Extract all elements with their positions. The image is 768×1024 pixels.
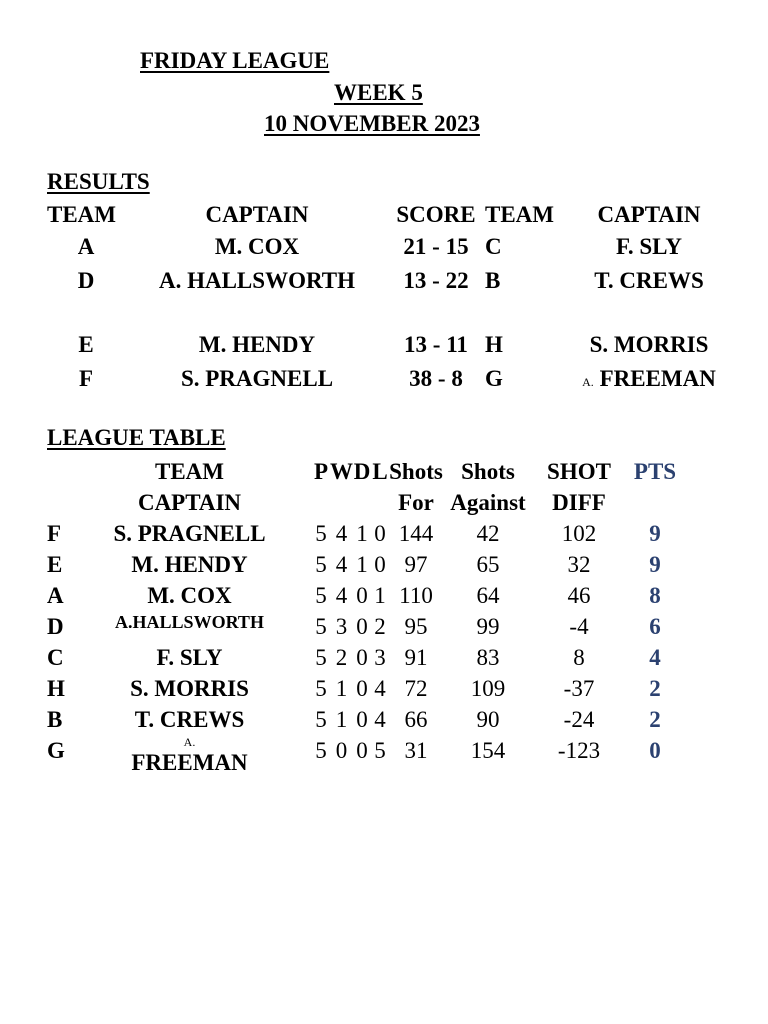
- header-won: W: [330, 459, 353, 484]
- row-shots-against: 90: [476, 707, 500, 732]
- row-played: 5: [315, 707, 327, 732]
- row-drawn: 0: [356, 738, 368, 763]
- row-shots-against: 42: [476, 521, 500, 546]
- captain-surname: FREEMAN: [599, 366, 716, 391]
- results-table: [47, 200, 744, 398]
- table-row: [47, 611, 685, 642]
- result-score: 13 - 22: [403, 268, 469, 293]
- row-points: 2: [649, 676, 661, 701]
- row-points: 9: [649, 521, 661, 546]
- row-drawn: 0: [356, 645, 368, 670]
- table-row: [47, 642, 685, 673]
- result-team: C: [485, 234, 502, 259]
- row-played: 5: [315, 645, 327, 670]
- result-team: D: [77, 268, 95, 293]
- row-drawn: 1: [356, 521, 368, 546]
- result-team: H: [485, 332, 503, 357]
- row-captain: A.HALLSWORTH: [115, 612, 264, 632]
- row-shots-for: 110: [399, 583, 433, 608]
- row-shots-for: 66: [404, 707, 428, 732]
- captain-initial: A.: [183, 735, 196, 749]
- row-played: 5: [315, 583, 327, 608]
- row-shots-for: 144: [398, 521, 434, 546]
- row-lost: 2: [374, 614, 386, 639]
- row-won: 2: [335, 645, 348, 670]
- row-shot-diff: 46: [567, 583, 591, 608]
- result-captain: S. MORRIS: [589, 332, 709, 357]
- result-captain: T. CREWS: [594, 268, 704, 293]
- header-shots-against-line2: Against: [450, 490, 526, 515]
- row-shots-for: 97: [404, 552, 428, 577]
- result-team: F: [78, 366, 94, 391]
- row-team: A: [47, 583, 64, 608]
- row-drawn: 1: [356, 552, 368, 577]
- table-row: [47, 518, 685, 549]
- row-captain: M. COX: [147, 583, 232, 608]
- row-drawn: 0: [356, 614, 368, 639]
- league-table: [47, 456, 685, 776]
- row-shot-diff: 8: [573, 645, 585, 670]
- date-label: 10 NOVEMBER 2023: [264, 111, 480, 136]
- result-score: 13 - 11: [404, 332, 468, 357]
- row-team: F: [47, 521, 62, 546]
- row-won: 3: [335, 614, 348, 639]
- row-won: 4: [335, 583, 348, 608]
- header-diff-line2: DIFF: [552, 490, 606, 515]
- week-label: WEEK 5: [334, 80, 423, 105]
- header-diff-line1: SHOT: [547, 459, 611, 484]
- header-team: TEAM: [155, 459, 224, 484]
- results-header-captain: CAPTAIN: [597, 202, 701, 227]
- results-heading: RESULTS: [47, 169, 150, 194]
- table-row: [47, 704, 685, 735]
- header-shots-for-line1: Shots: [389, 459, 443, 484]
- row-points: 4: [649, 645, 661, 670]
- row-captain: [67, 735, 312, 776]
- row-won: 4: [335, 521, 348, 546]
- row-shot-diff: -24: [563, 707, 595, 732]
- row-lost: 4: [374, 707, 386, 732]
- results-row: [47, 330, 744, 364]
- result-team: B: [485, 268, 501, 293]
- row-shots-for: 91: [404, 645, 428, 670]
- result-captain: S. PRAGNELL: [180, 366, 334, 391]
- row-points: 2: [649, 707, 661, 732]
- header-shots-against-line1: Shots: [461, 459, 515, 484]
- row-won: 1: [335, 676, 348, 701]
- header-captain: CAPTAIN: [137, 490, 242, 515]
- row-lost: 5: [374, 738, 386, 763]
- row-shot-diff: -123: [557, 738, 601, 763]
- row-points: 6: [649, 614, 661, 639]
- row-lost: 4: [374, 676, 386, 701]
- table-row: [47, 673, 685, 704]
- captain-surname: FREEMAN: [131, 750, 248, 775]
- header-points: PTS: [633, 459, 677, 484]
- result-captain: F. SLY: [615, 234, 683, 259]
- row-shot-diff: 102: [561, 521, 597, 546]
- row-shot-diff: -37: [563, 676, 595, 701]
- row-captain: S. MORRIS: [130, 676, 249, 701]
- result-captain: A. HALLSWORTH: [158, 268, 355, 293]
- header-shots-for-line2: For: [398, 490, 434, 515]
- captain-initial: A.: [582, 375, 594, 389]
- row-shots-for: 95: [404, 614, 428, 639]
- results-row: [47, 266, 744, 330]
- row-played: 5: [315, 552, 327, 577]
- result-score: 38 - 8: [409, 366, 463, 391]
- result-captain: [554, 364, 744, 398]
- results-row: [47, 364, 744, 398]
- results-header-team: TEAM: [47, 202, 116, 227]
- row-points: 9: [649, 552, 661, 577]
- row-lost: 0: [374, 521, 386, 546]
- row-shots-against: 99: [476, 614, 500, 639]
- row-team: B: [47, 707, 63, 732]
- row-played: 5: [315, 676, 327, 701]
- row-played: 5: [315, 738, 327, 763]
- row-played: 5: [315, 521, 327, 546]
- row-lost: 3: [374, 645, 386, 670]
- row-shots-against: 83: [476, 645, 500, 670]
- result-team: G: [485, 366, 503, 391]
- results-row: [47, 232, 744, 266]
- header-shots-for: [389, 456, 443, 518]
- header-team-captain: [67, 456, 312, 518]
- row-drawn: 0: [356, 583, 368, 608]
- result-captain: M. COX: [214, 234, 300, 259]
- row-shot-diff: 32: [567, 552, 591, 577]
- results-header-row: [47, 200, 744, 232]
- results-header-score: SCORE: [396, 202, 476, 227]
- league-table-heading: LEAGUE TABLE: [47, 425, 226, 450]
- header-lost: L: [372, 459, 388, 484]
- result-team: A: [77, 234, 95, 259]
- row-team: G: [47, 738, 65, 763]
- header-played: P: [313, 459, 329, 484]
- result-score: 21 - 15: [403, 234, 469, 259]
- header-shots-against: [443, 456, 533, 518]
- row-shots-against: 65: [476, 552, 500, 577]
- row-shots-against: 154: [470, 738, 506, 763]
- row-points: 0: [649, 738, 661, 763]
- row-captain: S. PRAGNELL: [113, 521, 266, 546]
- row-shots-for: 72: [404, 676, 428, 701]
- row-drawn: 0: [356, 676, 368, 701]
- row-shot-diff: -4: [569, 614, 589, 639]
- league-header-row: [47, 456, 685, 518]
- row-drawn: 0: [356, 707, 368, 732]
- results-header-captain: CAPTAIN: [205, 202, 309, 227]
- row-shots-against: 109: [470, 676, 506, 701]
- row-captain: M. HENDY: [131, 552, 248, 577]
- header-drawn: D: [353, 459, 371, 484]
- row-played: 5: [315, 614, 327, 639]
- row-captain: F. SLY: [156, 645, 223, 670]
- row-team: C: [47, 645, 64, 670]
- table-row: [47, 735, 685, 776]
- row-won: 1: [335, 707, 348, 732]
- league-title: FRIDAY LEAGUE: [140, 48, 330, 73]
- result-team: E: [78, 332, 94, 357]
- row-team: H: [47, 676, 65, 701]
- row-lost: 1: [374, 583, 386, 608]
- row-team: D: [47, 614, 64, 639]
- row-lost: 0: [374, 552, 386, 577]
- table-row: [47, 549, 685, 580]
- row-team: E: [47, 552, 63, 577]
- results-header-team: TEAM: [485, 202, 554, 227]
- table-row: [47, 580, 685, 611]
- row-won: 4: [335, 552, 348, 577]
- row-points: 8: [649, 583, 661, 608]
- row-captain: T. CREWS: [134, 707, 245, 732]
- result-captain: M. HENDY: [198, 332, 316, 357]
- header-shot-diff: [533, 456, 625, 518]
- row-won: 0: [335, 738, 348, 763]
- row-shots-for: 31: [404, 738, 428, 763]
- row-shots-against: 64: [476, 583, 500, 608]
